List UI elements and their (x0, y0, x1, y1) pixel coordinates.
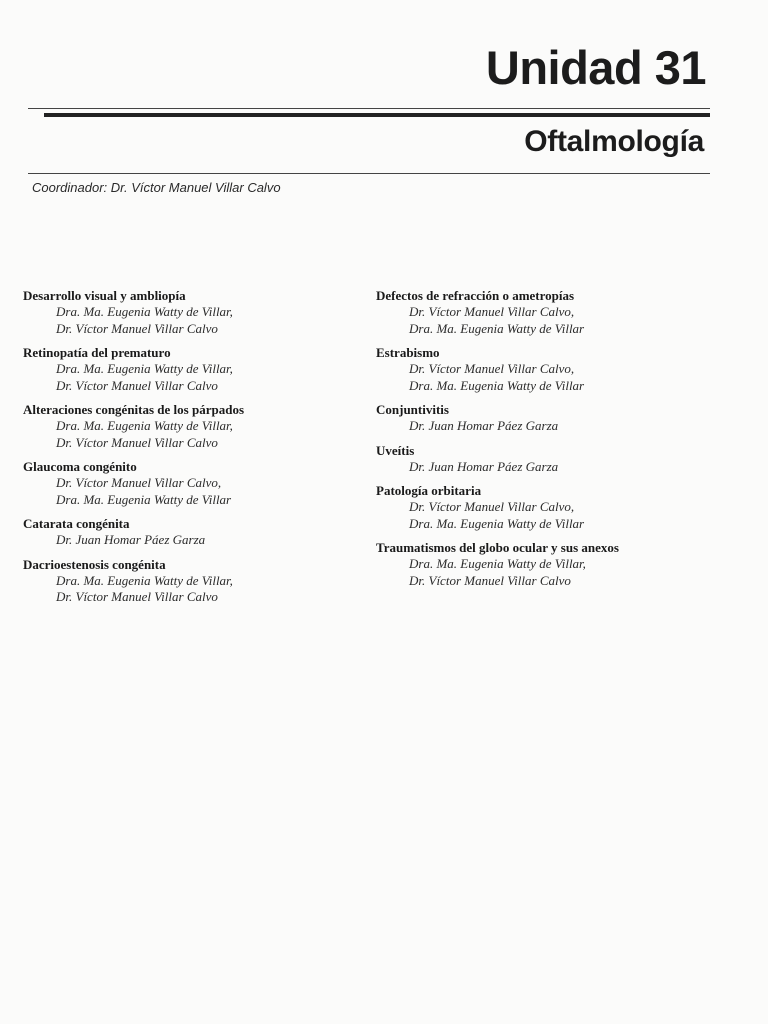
right-topic-column (376, 287, 716, 596)
topic-title: Traumatismos del globo ocular y sus anexos (376, 540, 619, 555)
topic-entry (23, 344, 363, 394)
topic-author: Dra. Ma. Eugenia Watty de Villar (409, 515, 585, 531)
topic-title: Retinopatía del prematuro (23, 345, 171, 360)
topic-title: Dacrioestenosis congénita (23, 556, 166, 572)
topic-entry (23, 556, 363, 606)
topic-title: Defectos de refracción o ametropías (376, 288, 575, 303)
topic-title: Conjuntivitis (376, 402, 449, 417)
topic-author: Dra. Ma. Eugenia Watty de Villar, (56, 418, 233, 433)
topic-author: Dra. Ma. Eugenia Watty de Villar, (56, 361, 233, 376)
topic-author: Dra. Ma. Eugenia Watty de Villar (409, 377, 585, 393)
topic-title: Alteraciones congénitas de los párpados (23, 402, 244, 417)
topic-title: Desarrollo visual y ambliopía (23, 288, 186, 303)
topic-author: Dr. Víctor Manuel Villar Calvo, (409, 304, 575, 319)
header-rule-top (28, 108, 710, 109)
subject-title: Oftalmología (524, 125, 704, 158)
topic-author: Dr. Víctor Manuel Villar Calvo, (56, 475, 222, 490)
topic-entry (23, 515, 363, 549)
topic-title: Uveítis (376, 442, 415, 458)
topic-entry (23, 458, 363, 508)
topic-title: Glaucoma congénito (23, 459, 137, 474)
subject-rule (28, 173, 710, 174)
topic-author: Dr. Víctor Manuel Villar Calvo, (409, 361, 575, 376)
topic-entry (376, 401, 716, 435)
topic-entry (23, 287, 363, 337)
topic-entry (376, 287, 716, 337)
topic-author: Dr. Víctor Manuel Villar Calvo (56, 589, 218, 604)
topic-author: Dr. Juan Homar Páez Garza (409, 418, 559, 433)
topic-author: Dra. Ma. Eugenia Watty de Villar (409, 320, 585, 336)
header-rule-thick (44, 113, 710, 117)
topic-author: Dr. Víctor Manuel Villar Calvo (56, 434, 218, 450)
topic-title: Estrabismo (376, 345, 440, 360)
topic-author: Dr. Víctor Manuel Villar Calvo (56, 377, 218, 393)
topic-title: Catarata congénita (23, 516, 130, 531)
topic-author: Dra. Ma. Eugenia Watty de Villar, (409, 556, 586, 571)
topic-author: Dr. Víctor Manuel Villar Calvo (409, 572, 571, 588)
topic-entry (376, 442, 716, 476)
topic-author: Dr. Víctor Manuel Villar Calvo (56, 320, 218, 336)
topic-entry (376, 539, 716, 589)
topic-author: Dr. Juan Homar Páez Garza (409, 458, 559, 474)
topic-author: Dr. Juan Homar Páez Garza (56, 532, 206, 547)
coordinator-line: Coordinador: Dr. Víctor Manuel Villar Calvo (32, 180, 281, 195)
topic-author: Dra. Ma. Eugenia Watty de Villar, (56, 304, 233, 319)
topic-entry (376, 344, 716, 394)
topic-author: Dra. Ma. Eugenia Watty de Villar, (56, 572, 233, 588)
unit-title: Unidad 31 (485, 41, 706, 94)
topic-entry (376, 482, 716, 532)
topic-author: Dra. Ma. Eugenia Watty de Villar (56, 491, 232, 507)
topic-title: Patología orbitaria (376, 483, 482, 498)
topic-entry (23, 401, 363, 451)
left-topic-column (23, 287, 363, 613)
topic-author: Dr. Víctor Manuel Villar Calvo, (409, 499, 575, 514)
